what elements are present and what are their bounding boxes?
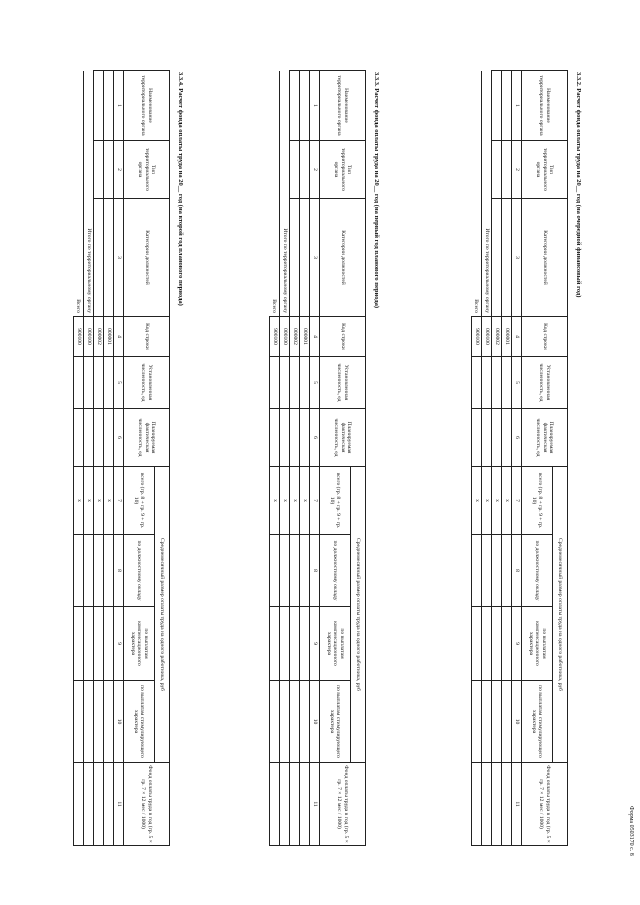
x-mark: x (270, 467, 280, 535)
table-cell[interactable] (84, 409, 94, 467)
column-number: 2 (114, 141, 124, 199)
table-cell[interactable] (270, 409, 280, 467)
total-code: 900100 (74, 317, 84, 357)
header-fund: Фонд оплаты труда в год (гр. 5 × гр. 7 × 12 мес / 1000) (320, 763, 366, 846)
x-mark: x (472, 467, 482, 535)
table-cell[interactable] (290, 535, 300, 607)
column-number: 10 (114, 681, 124, 763)
column-number: 5 (114, 357, 124, 409)
header-staff: Установленная численность, ед (124, 357, 170, 409)
row-code: 000001 (104, 317, 114, 357)
column-number: 4 (512, 317, 522, 357)
column-number: 1 (114, 71, 124, 141)
section-title: 3.3.2. Расчет фонда оплаты труда на 20__ год (на очередной финансовый год) (575, 72, 582, 298)
column-number: 7 (310, 467, 320, 535)
subtotal-code: 000100 (84, 317, 94, 357)
table-cell[interactable] (472, 409, 482, 467)
table-cell[interactable] (94, 681, 104, 763)
table-cell[interactable] (84, 763, 94, 846)
table-cell[interactable] (94, 199, 104, 317)
table-cell[interactable] (94, 71, 104, 141)
total-label: Всего (270, 71, 280, 317)
header-avg-official: по должностному окладу (320, 535, 351, 607)
column-number: 11 (114, 763, 124, 846)
table-cell[interactable] (502, 681, 512, 763)
table-cell[interactable] (94, 357, 104, 409)
table-cell[interactable] (74, 681, 84, 763)
x-mark: x (84, 467, 94, 535)
table-cell[interactable] (94, 763, 104, 846)
table-cell[interactable] (300, 535, 310, 607)
table-cell[interactable] (290, 199, 300, 317)
header-planned: Планируемая фактическая численность, ед (522, 409, 568, 467)
column-number: 2 (310, 141, 320, 199)
column-number: 4 (114, 317, 124, 357)
column-number: 7 (114, 467, 124, 535)
subtotal-row (482, 71, 492, 846)
x-mark: x (502, 467, 512, 535)
column-number: 7 (512, 467, 522, 535)
table-cell[interactable] (94, 409, 104, 467)
column-number: 3 (310, 199, 320, 317)
table-row (300, 71, 310, 846)
table-cell[interactable] (502, 607, 512, 681)
header-type: Тип территориального органа (124, 141, 170, 199)
column-number: 10 (512, 681, 522, 763)
column-number: 2 (512, 141, 522, 199)
total-code: 900100 (270, 317, 280, 357)
table-cell[interactable] (472, 763, 482, 846)
row-code: 000001 (300, 317, 310, 357)
header-planned: Планируемая фактическая численность, ед (124, 409, 170, 467)
header-fund: Фонд оплаты труда в год (гр. 5 × гр. 7 × 12 мес / 1000) (522, 763, 568, 846)
column-number: 5 (512, 357, 522, 409)
table-cell[interactable] (280, 681, 290, 763)
table-cell[interactable] (104, 357, 114, 409)
x-mark: x (482, 467, 492, 535)
row-code: 000002 (94, 317, 104, 357)
header-code: Код строки (522, 317, 568, 357)
header-name: Наименование территориального органа (124, 71, 170, 141)
table-cell[interactable] (482, 607, 492, 681)
table-cell[interactable] (280, 763, 290, 846)
subtotal-code: 000100 (280, 317, 290, 357)
header-avg-official: по должностному окладу (124, 535, 155, 607)
subtotal-label: Итого по территориальному органу (84, 71, 94, 317)
column-number: 11 (512, 763, 522, 846)
table-cell[interactable] (300, 199, 310, 317)
total-label: Всего (74, 71, 84, 317)
column-number: 8 (114, 535, 124, 607)
section-title: 3.3.3. Расчет фонда оплаты труда на 20__ год (на первый год планового периода) (373, 72, 380, 309)
table-cell[interactable] (104, 71, 114, 141)
column-number: 4 (310, 317, 320, 357)
header-avg-comp: по выплатам компенсационного характера (124, 607, 155, 681)
table-cell[interactable] (502, 357, 512, 409)
x-mark: x (74, 467, 84, 535)
column-number: 6 (310, 409, 320, 467)
table-cell[interactable] (300, 141, 310, 199)
header-avg-group: Среднемесячный размер оплаты труда на одного работника, руб (155, 467, 170, 763)
total-row (270, 71, 280, 846)
table-cell[interactable] (280, 535, 290, 607)
table-cell[interactable] (492, 141, 502, 199)
table-cell[interactable] (502, 141, 512, 199)
table-cell[interactable] (492, 357, 502, 409)
header-avg-comp: по выплатам компенсационного характера (320, 607, 351, 681)
table-cell[interactable] (104, 199, 114, 317)
table-cell[interactable] (300, 71, 310, 141)
table-cell[interactable] (290, 409, 300, 467)
table-cell[interactable] (104, 409, 114, 467)
header-name: Наименование территориального органа (522, 71, 568, 141)
x-mark: x (94, 467, 104, 535)
table-cell[interactable] (290, 141, 300, 199)
header-avg-stim: по выплатам стимулирующего характера (522, 681, 553, 763)
x-mark: x (300, 467, 310, 535)
table-cell[interactable] (290, 71, 300, 141)
table-cell[interactable] (300, 681, 310, 763)
table-cell[interactable] (502, 199, 512, 317)
table-cell[interactable] (502, 535, 512, 607)
table-cell[interactable] (492, 199, 502, 317)
row-code: 000001 (502, 317, 512, 357)
header-avg-total: всего (гр. 8 + гр. 9 + гр. 10) (522, 467, 553, 535)
table-row (502, 71, 512, 846)
table-cell[interactable] (270, 535, 280, 607)
table-cell[interactable] (104, 681, 114, 763)
table-cell[interactable] (482, 357, 492, 409)
x-mark: x (492, 467, 502, 535)
table-cell[interactable] (502, 71, 512, 141)
table-cell[interactable] (74, 535, 84, 607)
table-cell[interactable] (472, 535, 482, 607)
table-cell[interactable] (290, 607, 300, 681)
column-number: 6 (512, 409, 522, 467)
column-number: 3 (114, 199, 124, 317)
table-cell[interactable] (84, 607, 94, 681)
table-cell[interactable] (280, 607, 290, 681)
header-staff: Установленная численность, ед (522, 357, 568, 409)
total-row (472, 71, 482, 846)
table-cell[interactable] (74, 409, 84, 467)
header-avg-official: по должностному окладу (522, 535, 553, 607)
table-cell[interactable] (74, 763, 84, 846)
header-row (553, 71, 568, 846)
table-cell[interactable] (94, 535, 104, 607)
form-code: Форма 0503170 с. 8 (628, 806, 634, 856)
header-avg-stim: по выплатам стимулирующего характера (124, 681, 155, 763)
table-cell[interactable] (290, 357, 300, 409)
header-planned: Планируемая фактическая численность, ед (320, 409, 366, 467)
table-cell[interactable] (290, 681, 300, 763)
subtotal-code: 000100 (482, 317, 492, 357)
table-cell[interactable] (84, 357, 94, 409)
table-cell[interactable] (94, 607, 104, 681)
column-numbers-row (512, 71, 522, 846)
table-cell[interactable] (104, 763, 114, 846)
table-cell[interactable] (300, 763, 310, 846)
table-row (94, 71, 104, 846)
header-row (155, 71, 170, 846)
table-cell[interactable] (482, 763, 492, 846)
table-cell[interactable] (300, 409, 310, 467)
table-row (290, 71, 300, 846)
header-staff: Установленная численность, ед (320, 357, 366, 409)
column-number: 1 (310, 71, 320, 141)
header-avg-total: всего (гр. 8 + гр. 9 + гр. 10) (320, 467, 351, 535)
header-type: Тип территориального органа (320, 141, 366, 199)
x-mark: x (280, 467, 290, 535)
table-cell[interactable] (290, 763, 300, 846)
table-cell[interactable] (300, 607, 310, 681)
table-cell[interactable] (270, 607, 280, 681)
column-number: 5 (310, 357, 320, 409)
row-code: 000002 (492, 317, 502, 357)
table-cell[interactable] (492, 535, 502, 607)
header-code: Код строки (320, 317, 366, 357)
subtotal-row (84, 71, 94, 846)
header-category: Категории должностей (320, 199, 366, 317)
column-number: 9 (512, 607, 522, 681)
header-name: Наименование территориального органа (320, 71, 366, 141)
column-number: 11 (310, 763, 320, 846)
header-avg-total: всего (гр. 8 + гр. 9 + гр. 10) (124, 467, 155, 535)
table-cell[interactable] (472, 681, 482, 763)
x-mark: x (290, 467, 300, 535)
table-cell[interactable] (104, 141, 114, 199)
subtotal-row (280, 71, 290, 846)
table-cell[interactable] (482, 535, 492, 607)
table-cell[interactable] (492, 409, 502, 467)
header-avg-group: Среднемесячный размер оплаты труда на одного работника, руб (553, 467, 568, 763)
column-number: 6 (114, 409, 124, 467)
total-label: Всего (472, 71, 482, 317)
table-cell[interactable] (472, 357, 482, 409)
header-row (351, 71, 366, 846)
table-row (492, 71, 502, 846)
table-cell[interactable] (84, 681, 94, 763)
header-code: Код строки (124, 317, 170, 357)
table-cell[interactable] (492, 681, 502, 763)
table-cell[interactable] (482, 409, 492, 467)
column-number: 8 (512, 535, 522, 607)
header-avg-group: Среднемесячный размер оплаты труда на одного работника, руб (351, 467, 366, 763)
table-cell[interactable] (300, 357, 310, 409)
row-code: 000002 (290, 317, 300, 357)
table-cell[interactable] (104, 607, 114, 681)
table-cell[interactable] (492, 763, 502, 846)
table-cell[interactable] (270, 681, 280, 763)
column-numbers-row (310, 71, 320, 846)
column-number: 10 (310, 681, 320, 763)
table-cell[interactable] (502, 763, 512, 846)
table-cell[interactable] (270, 763, 280, 846)
table-cell[interactable] (472, 607, 482, 681)
header-fund: Фонд оплаты труда в год (гр. 5 × гр. 7 × 12 мес / 1000) (124, 763, 170, 846)
section-title: 3.3.4. Расчет фонда оплаты труда на 20__ год (на второй год планового периода) (177, 72, 184, 306)
payroll-table (269, 70, 366, 846)
column-number: 9 (310, 607, 320, 681)
total-code: 900100 (472, 317, 482, 357)
total-row (74, 71, 84, 846)
table-cell[interactable] (280, 357, 290, 409)
payroll-table (471, 70, 568, 846)
table-cell[interactable] (104, 535, 114, 607)
table-row (104, 71, 114, 846)
table-cell[interactable] (74, 357, 84, 409)
column-number: 8 (310, 535, 320, 607)
x-mark: x (104, 467, 114, 535)
subtotal-label: Итого по территориальному органу (280, 71, 290, 317)
subtotal-label: Итого по территориальному органу (482, 71, 492, 317)
header-avg-stim: по выплатам стимулирующего характера (320, 681, 351, 763)
column-number: 3 (512, 199, 522, 317)
table-cell[interactable] (74, 607, 84, 681)
table-cell[interactable] (270, 357, 280, 409)
header-category: Категории должностей (522, 199, 568, 317)
table-cell[interactable] (84, 535, 94, 607)
payroll-table (73, 70, 170, 846)
column-number: 1 (512, 71, 522, 141)
header-avg-comp: по выплатам компенсационного характера (522, 607, 553, 681)
table-cell[interactable] (94, 141, 104, 199)
table-cell[interactable] (280, 409, 290, 467)
column-number: 9 (114, 607, 124, 681)
column-numbers-row (114, 71, 124, 846)
header-type: Тип территориального органа (522, 141, 568, 199)
table-cell[interactable] (482, 681, 492, 763)
table-cell[interactable] (492, 71, 502, 141)
header-category: Категории должностей (124, 199, 170, 317)
table-cell[interactable] (502, 409, 512, 467)
table-cell[interactable] (492, 607, 502, 681)
